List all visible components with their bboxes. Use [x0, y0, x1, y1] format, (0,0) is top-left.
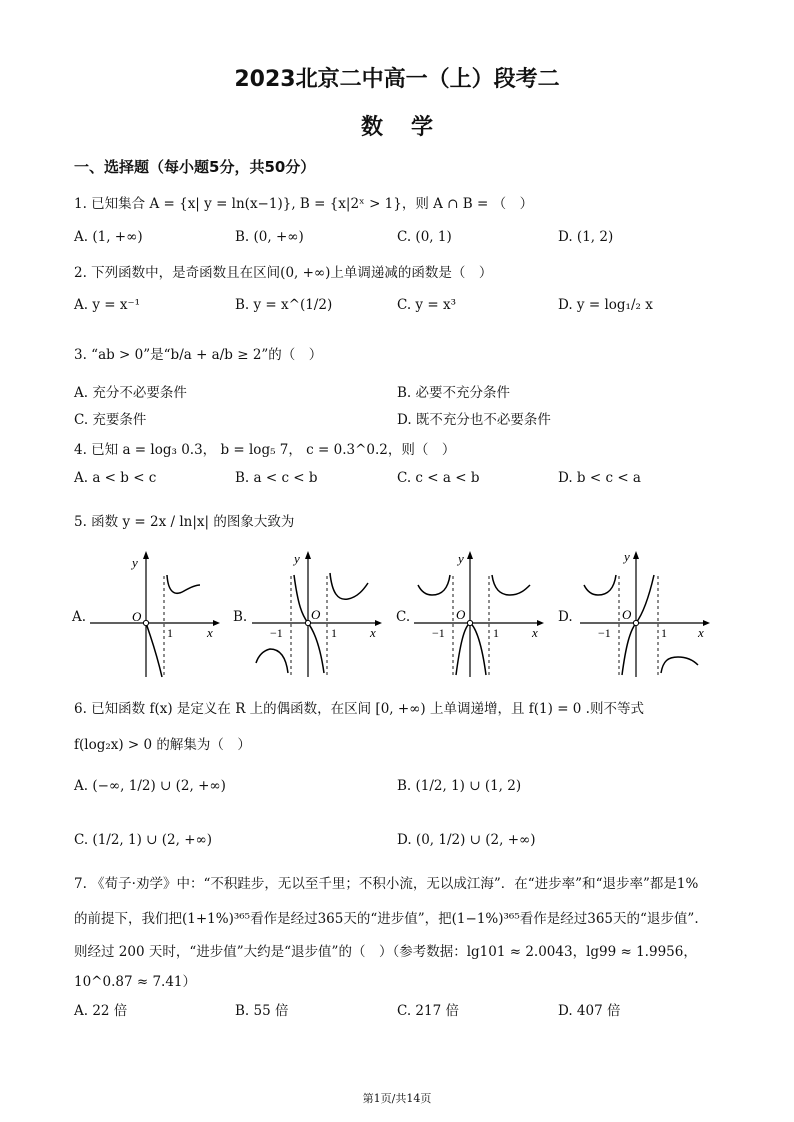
section-heading: 一、选择题（每小题5分，共50分） — [74, 158, 316, 176]
q2-option-a: A. y = x⁻¹ — [74, 297, 141, 313]
question-5-stem: 5. 函数 y = 2x / ln|x| 的图象大致为 — [74, 514, 295, 530]
tick-1-label: 1 — [661, 626, 667, 640]
subject-title: 数学 — [360, 115, 461, 140]
question-4-stem: 4. 已知 a = log₃ 0.3， b = log₅ 7， c = 0.3^0.2，则（ ） — [74, 442, 456, 458]
q3-option-b: B. 必要不充分条件 — [397, 385, 511, 401]
question-3-stem: 3. “ab > 0”是“b/a + a/b ≥ 2”的（ ） — [74, 347, 323, 363]
q2-option-d: D. y = log₁/₂ x — [558, 297, 653, 313]
q3-option-d: D. 既不充分也不必要条件 — [397, 412, 551, 428]
tick-neg1-label: −1 — [598, 626, 611, 640]
origin-label: O — [456, 607, 466, 622]
q5-graph-c — [412, 545, 552, 680]
question-6-stem-line2: f(log₂x) > 0 的解集为（ ） — [74, 737, 251, 753]
axis-y-label: y — [294, 551, 300, 566]
origin-label: O — [311, 607, 321, 622]
q7-option-d: D. 407 倍 — [558, 1003, 621, 1019]
q6-option-b: B. (1/2, 1) ∪ (1, 2) — [397, 778, 522, 794]
axis-x-label: x — [207, 625, 213, 640]
q3-option-a: A. 充分不必要条件 — [74, 385, 187, 401]
tick-neg1-label: −1 — [432, 626, 445, 640]
q6-option-a: A. (−∞, 1/2) ∪ (2, +∞) — [74, 778, 226, 794]
q5-graph-d — [578, 545, 718, 680]
q5-option-a-label: A. — [72, 609, 87, 625]
q1-option-d: D. (1, 2) — [558, 229, 614, 245]
axis-x-label: x — [698, 625, 704, 640]
q4-option-c: C. c < a < b — [397, 470, 480, 486]
origin-label: O — [622, 607, 632, 622]
page-footer: 第1页/共14页 — [362, 1092, 432, 1105]
q4-option-d: D. b < c < a — [558, 470, 641, 486]
origin-label: O — [132, 609, 142, 624]
tick-1-label: 1 — [331, 626, 337, 640]
axis-y-label: y — [132, 555, 138, 570]
q5-option-d-label: D. — [558, 609, 573, 625]
q4-option-a: A. a < b < c — [74, 470, 157, 486]
question-1-stem: 1. 已知集合 A = {x| y = ln(x−1)}, B = {x|2ˣ > 1}，则 A ∩ B = （ ） — [74, 196, 534, 212]
q6-option-d: D. (0, 1/2) ∪ (2, +∞) — [397, 832, 536, 848]
q5-graph-a — [88, 545, 228, 680]
q1-option-c: C. (0, 1) — [397, 229, 452, 245]
question-7-line1: 7. 《荀子·劝学》中：“不积跬步，无以至千里；不积小流，无以成江海”．在“进步率”和“退步率”都是1% — [74, 876, 699, 892]
q3-option-c: C. 充要条件 — [74, 412, 147, 428]
axis-x-label: x — [370, 625, 376, 640]
tick-1-label: 1 — [493, 626, 499, 640]
page-title: 2023北京二中高一（上）段考二 — [234, 67, 560, 92]
q7-option-c: C. 217 倍 — [397, 1003, 459, 1019]
tick-1-label: 1 — [167, 626, 173, 640]
question-7-line4: 10^0.87 ≈ 7.41） — [74, 974, 197, 990]
q2-option-b: B. y = x^(1/2) — [235, 297, 333, 313]
axis-y-label: y — [458, 551, 464, 566]
question-6-stem-line1: 6. 已知函数 f(x) 是定义在 R 上的偶函数，在区间 [0, +∞) 上单调递增，且 f(1) = 0 .则不等式 — [74, 701, 644, 717]
q7-option-b: B. 55 倍 — [235, 1003, 289, 1019]
q4-option-b: B. a < c < b — [235, 470, 318, 486]
q2-option-c: C. y = x³ — [397, 297, 456, 313]
q5-graph-b — [250, 545, 390, 680]
question-2-stem: 2. 下列函数中，是奇函数且在区间(0, +∞)上单调递减的函数是（ ） — [74, 265, 493, 281]
q1-option-a: A. (1, +∞) — [74, 229, 143, 245]
q1-option-b: B. (0, +∞) — [235, 229, 304, 245]
q7-option-a: A. 22 倍 — [74, 1003, 128, 1019]
question-7-line3: 则经过 200 天时，“进步值”大约是“退步值”的（ ）（参考数据：lg101 ≈ 2.0043，lg99 ≈ 1.9956， — [74, 944, 697, 960]
question-7-line2: 的前提下，我们把(1+1%)³⁶⁵看作是经过365天的“进步值”，把(1−1%)³⁶⁵看作是经过365天的“退步值”. — [74, 911, 699, 927]
q6-option-c: C. (1/2, 1) ∪ (2, +∞) — [74, 832, 213, 848]
axis-x-label: x — [532, 625, 538, 640]
q5-option-c-label: C. — [396, 609, 411, 625]
axis-y-label: y — [624, 549, 630, 564]
q5-option-b-label: B. — [233, 609, 248, 625]
tick-neg1-label: −1 — [270, 626, 283, 640]
